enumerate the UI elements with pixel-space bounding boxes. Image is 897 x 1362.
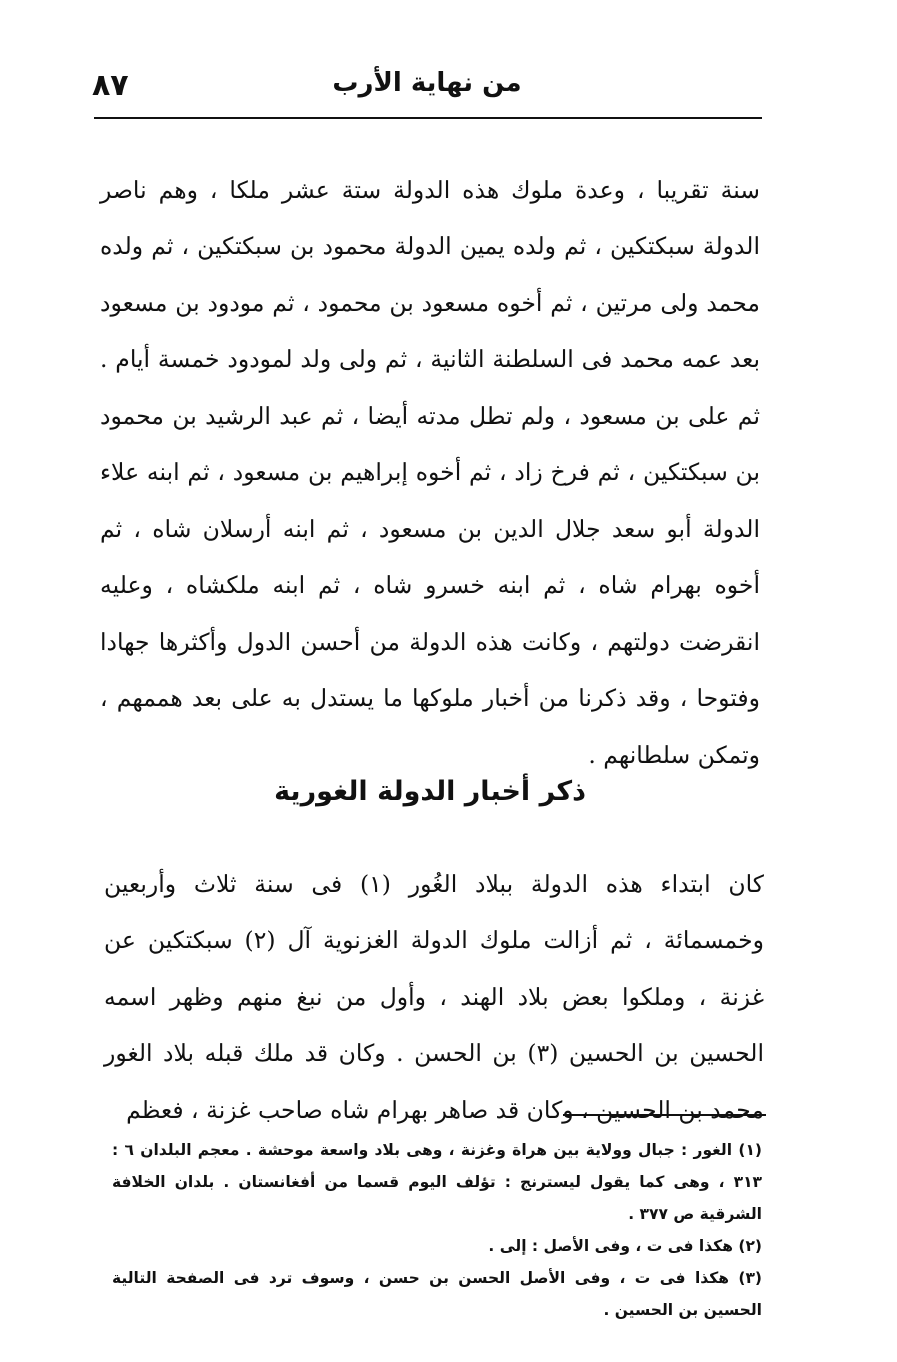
footnote-rule [563,1114,766,1116]
section-title: ذكر أخبار الدولة الغورية [274,776,586,807]
section-paragraph: كان ابتداء هذه الدولة ببلاد الغُور (١) فى سنة ثلاث وأربعين وخمسمائة ، ثم أزالت ملوك الدولة الغزنوية آل (٢) سبكتكين عن غزنة ، وملكوا بعض بلاد الهند ، وأول من نبغ منهم وظهر اسمه الحسين بن الحسين (٣) بن الحسن . وكان قد ملك قبله بلاد الغور محمد بن الحسين ، وكان قد صاهر بهرام شاه صاحب غزنة ، فعظم [104,869,765,1124]
header-rule [94,117,762,119]
page-header [92,62,762,110]
footnotes [112,1134,762,1326]
footnote-1: (١) الغور : جبال وولاية بين هراة وغزنة ، وهى بلاد واسعة موحشة . معجم البلدان ٦ : ٣١٣ ، وهى كما يقول ليسترنج : تؤلف اليوم قسما من أفغانستان . بلدان الخلافة الشرقية ص ٣٧٧ . [112,1141,762,1223]
footnote-2: (٢) هكذا فى ت ، وفى الأصل : إلى . [488,1237,762,1255]
running-title: من نهاية الأرب [332,68,522,98]
footnote-3: (٣) هكذا فى ت ، وفى الأصل الحسن بن حسن ، وسوف ترد فى الصفحة التالية الحسين بن الحسين . [112,1269,762,1319]
body-paragraph: سنة تقريبا ، وعدة ملوك هذه الدولة ستة عشر ملكا ، وهم ناصر الدولة سبكتكين ، ثم ولده يمين الدولة محمود بن سبكتكين ، ثم ولده محمد ولى مرتين ، ثم أخوه مسعود بن محمود ، ثم مودود بن مسعود بعد عمه محمد فى السلطنة الثانية ، ثم ولى ولد لمودود خمسة أيام . ثم على بن مسعود ، ولم تطل مدته أيضا ، ثم عبد الرشيد بن محمود بن سبكتكين ، ثم فرخ زاد ، ثم أخوه إبراهيم بن مسعود ، ثم ابنه علاء الدولة أبو سعد جلال الدين بن مسعود ، ثم ابنه أرسلان شاه ، ثم أخوه بهرام شاه ، ثم ابنه خسرو شاه ، ثم ابنه ملكشاه ، وعليه انقرضت دولتهم ، وكانت هذه الدولة من أحسن الدول وأكثرها جهادا وفتوحا ، وقد ذكرنا من أخبار ملوكها ما يستدل به على بعد هممهم ، وتمكن سلطانهم . [100,175,760,769]
page-number: ٨٧ [92,68,129,103]
